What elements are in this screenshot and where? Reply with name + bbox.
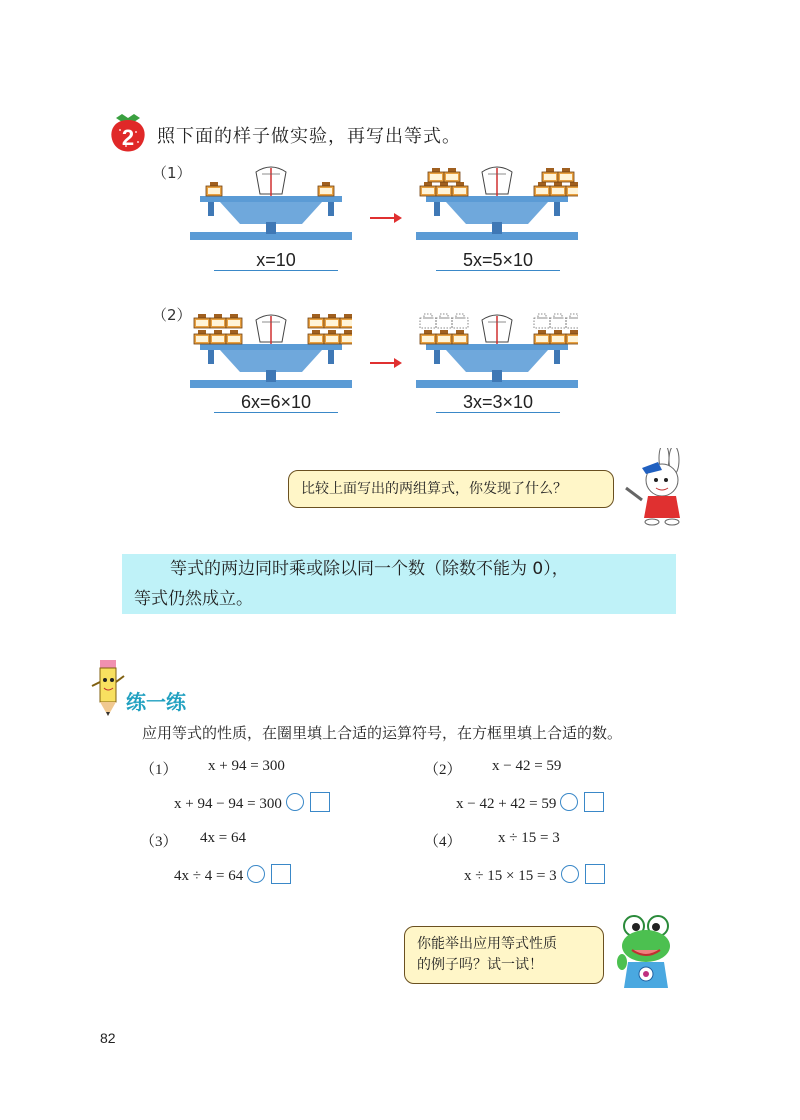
- equation-2b: 3x=3×10: [436, 392, 560, 413]
- item-2-label: （2）: [424, 762, 462, 778]
- equation-2a: 6x=6×10: [214, 392, 338, 413]
- frog-bubble-line-1: 你能举出应用等式性质: [417, 936, 557, 952]
- item-1-equation: x + 94 = 300: [208, 758, 285, 774]
- item-3-equation: 4x = 64: [200, 830, 246, 846]
- operator-circle-3[interactable]: [247, 865, 265, 883]
- number-box-2[interactable]: [584, 792, 604, 812]
- item-3-transform: [174, 864, 291, 885]
- equation-1b: 5x=5×10: [436, 250, 560, 271]
- number-box-4[interactable]: [585, 864, 605, 884]
- speech-bubble-rabbit: 比较上面写出的两组算式，你发现了什么？: [288, 470, 614, 508]
- page-number: 82: [100, 1030, 116, 1046]
- practice-title: 练一练: [126, 690, 186, 714]
- item-1-transform-text: x + 94 − 94 = 300: [174, 796, 282, 812]
- item-1-label: （1）: [140, 762, 178, 778]
- practice-instruction: 应用等式的性质，在圈里填上合适的运算符号，在方框里填上合适的数。: [142, 724, 623, 742]
- section-number: 2: [121, 125, 135, 150]
- frog-mascot-icon: [612, 912, 684, 996]
- number-box-1[interactable]: [310, 792, 330, 812]
- operator-circle-4[interactable]: [561, 865, 579, 883]
- operator-circle-1[interactable]: [286, 793, 304, 811]
- arrow-right-icon: [370, 358, 402, 368]
- strawberry-icon: [108, 112, 148, 156]
- rabbit-mascot-icon: [612, 448, 692, 528]
- number-box-3[interactable]: [271, 864, 291, 884]
- item-2-transform-text: x − 42 + 42 = 59: [456, 796, 557, 812]
- speech-bubble-frog: [404, 926, 604, 984]
- operator-circle-2[interactable]: [560, 793, 578, 811]
- item-3-label: （3）: [140, 834, 178, 850]
- rule-line-2: 等式仍然成立。: [134, 589, 253, 609]
- item-2-equation: x − 42 = 59: [492, 758, 562, 774]
- frog-bubble-line-2: 的例子吗？试一试！: [417, 957, 543, 973]
- equation-1a: x=10: [214, 250, 338, 271]
- item-1-transform: [174, 792, 330, 813]
- part-2-label: （2）: [152, 306, 192, 324]
- scale-1b: [416, 152, 578, 242]
- rule-line-1: 等式的两边同时乘或除以同一个数（除数不能为 0），: [170, 559, 569, 579]
- scale-2b: [416, 300, 578, 390]
- item-4-transform-text: x ÷ 15 × 15 = 3: [464, 868, 557, 884]
- scale-2a: [190, 300, 352, 390]
- arrow-right-icon: [370, 213, 402, 223]
- item-2-transform: [456, 792, 604, 813]
- part-1-label: （1）: [152, 164, 192, 182]
- section-title: 照下面的样子做实验，再写出等式。: [157, 126, 461, 147]
- rule-box: [122, 554, 676, 614]
- item-3-transform-text: 4x ÷ 4 = 64: [174, 868, 244, 884]
- item-4-transform: [464, 864, 605, 885]
- pencil-mascot-icon: [88, 656, 128, 720]
- item-4-label: （4）: [424, 834, 462, 850]
- scale-1a: [190, 152, 352, 242]
- item-4-equation: x ÷ 15 = 3: [498, 830, 560, 846]
